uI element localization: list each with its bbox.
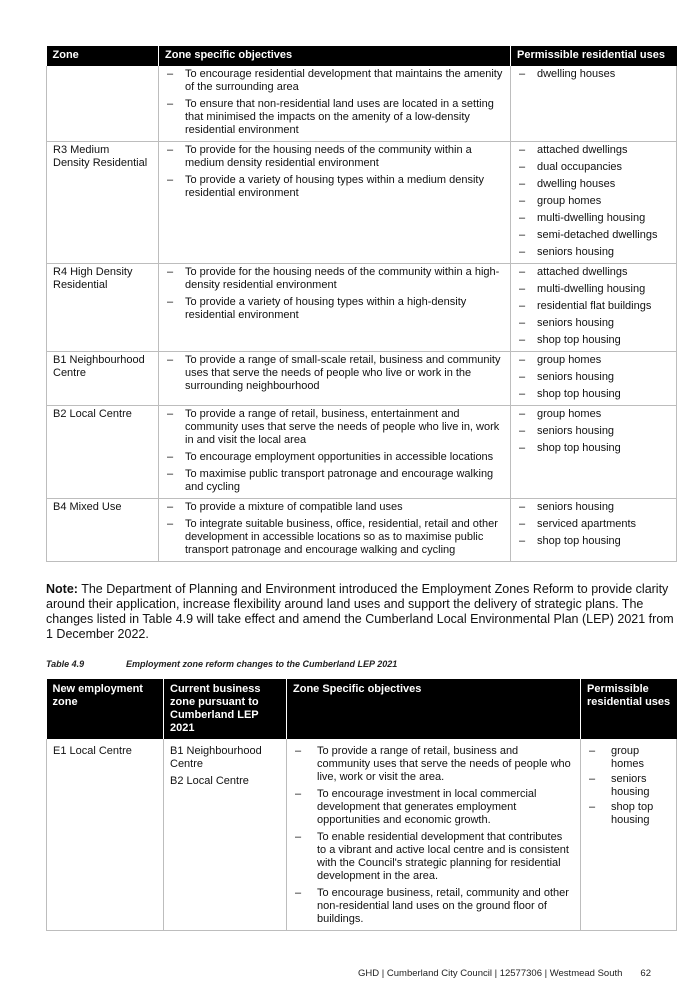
column-header-objectives: Zone Specific objectives: [287, 679, 581, 739]
column-header-zone: Zone: [47, 46, 159, 66]
uses-cell: [511, 499, 677, 562]
objective-item: – To ensure that non-residential land uses are located in a setting that minimised the impacts on the amenity of a low-density residential environment: [165, 98, 504, 137]
objective-item: – To maximise public transport patronage and encourage walking and cycling: [165, 468, 504, 494]
use-item-list: [517, 354, 670, 401]
uses-cell: [511, 352, 677, 406]
zone-cell: [47, 264, 159, 352]
use-item: – seniors housing: [517, 317, 670, 330]
note-paragraph: [46, 582, 678, 642]
use-item: – group homes: [517, 195, 670, 208]
objectives-cell: [287, 739, 581, 931]
zone-name-line: B4 Mixed Use: [53, 501, 122, 513]
uses-cell: [511, 264, 677, 352]
table-body: [47, 739, 677, 931]
objective-item: – To provide a mixture of compatible land uses: [165, 501, 504, 514]
caption-number: Table 4.9: [46, 659, 85, 669]
column-header-uses: Permissible residential uses: [511, 46, 677, 66]
objective-item: – To encourage employment opportunities in accessible locations: [165, 451, 504, 464]
objective-item-list: [165, 144, 504, 200]
page-number: 62: [640, 968, 651, 979]
column-header-current-zone: Current business zone pursuant to Cumberland LEP 2021: [164, 679, 287, 739]
use-item: – shop top housing: [587, 801, 670, 827]
objective-item: – To encourage investment in local commercial development that generates employment opportunities and economic growth.: [293, 788, 574, 827]
column-header-new-zone: New employment zone: [47, 679, 164, 739]
use-item: – attached dwellings: [517, 144, 670, 157]
use-item-list: [517, 408, 670, 455]
use-item: – seniors housing: [517, 425, 670, 438]
zone-cell: [47, 66, 159, 142]
objective-item: – To provide for the housing needs of the community within a high-density residential environment: [165, 266, 504, 292]
use-item: – shop top housing: [517, 388, 670, 401]
use-item: – shop top housing: [517, 535, 670, 548]
zone-cell: [47, 352, 159, 406]
table-row: [47, 264, 677, 352]
objective-item: – To provide a range of retail, business and community uses that serve the needs of people who live, work or visit the area.: [293, 745, 574, 784]
table-row: [47, 499, 677, 562]
use-item: – multi-dwelling housing: [517, 212, 670, 225]
objective-item-list: [165, 354, 504, 393]
table-body: [47, 66, 677, 562]
objective-item-list: [165, 408, 504, 494]
table-header-row: [47, 46, 677, 66]
use-item: – shop top housing: [517, 442, 670, 455]
use-item: – semi-detached dwellings: [517, 229, 670, 242]
objectives-cell: [159, 264, 511, 352]
zone-cell: [47, 499, 159, 562]
objectives-cell: [159, 142, 511, 264]
zone-cell: [47, 142, 159, 264]
use-item-list: [517, 68, 670, 81]
uses-cell: [511, 406, 677, 499]
zone-objectives-table: [46, 46, 677, 562]
uses-cell: [511, 66, 677, 142]
objectives-cell: [159, 406, 511, 499]
zone-name-line: Centre: [53, 367, 87, 379]
zone-cell: [47, 406, 159, 499]
use-item: – seniors housing: [587, 773, 670, 799]
zone-name-line: Density Residential: [53, 157, 148, 169]
page-footer: [358, 968, 651, 979]
objective-item: – To encourage business, retail, community and other non-residential land uses on the ground floor of buildings.: [293, 887, 574, 926]
column-header-objectives: Zone specific objectives: [159, 46, 511, 66]
zone-name-line: B2 Local Centre: [53, 408, 132, 420]
objectives-cell: [159, 66, 511, 142]
use-item: – group homes: [587, 745, 670, 771]
objective-item: – To provide a range of small-scale retail, business and community uses that serve the needs of people who live or work in the surrounding neighbourhood: [165, 354, 504, 393]
uses-cell: [581, 739, 677, 931]
zone-name-line: R3 Medium: [53, 144, 110, 156]
use-item: – seniors housing: [517, 371, 670, 384]
use-item-list: [517, 501, 670, 548]
table-row: [47, 352, 677, 406]
use-item: – serviced apartments: [517, 518, 670, 531]
zone-name-line: R4 High Density: [53, 266, 133, 278]
use-item: – shop top housing: [517, 334, 670, 347]
use-item: – group homes: [517, 408, 670, 421]
objective-item-list: [165, 266, 504, 322]
use-item: – dual occupancies: [517, 161, 670, 174]
use-item: – dwelling houses: [517, 68, 670, 81]
use-item: – seniors housing: [517, 501, 670, 514]
objective-item-list: [293, 745, 574, 926]
objective-item: – To integrate suitable business, office, residential, retail and other development in accessible locations so as to maximise public transport patronage and encourage walking and cycling: [165, 518, 504, 557]
use-item: – residential flat buildings: [517, 300, 670, 313]
objective-item: – To provide a range of retail, business, entertainment and community uses that serve the needs of people who live in, work in and visit the local area: [165, 408, 504, 447]
caption-title: Employment zone reform changes to the Cumberland LEP 2021: [126, 659, 398, 669]
use-item: – seniors housing: [517, 246, 670, 259]
objective-item-list: [165, 501, 504, 557]
use-item: – multi-dwelling housing: [517, 283, 670, 296]
use-item-list: [587, 745, 670, 827]
use-item-list: [517, 266, 670, 347]
table-row: [47, 142, 677, 264]
new-zone-cell: E1 Local Centre: [47, 739, 164, 931]
objectives-cell: [159, 352, 511, 406]
zone-name-line: B1 Neighbourhood: [53, 354, 145, 366]
use-item: – attached dwellings: [517, 266, 670, 279]
use-item: – group homes: [517, 354, 670, 367]
zone-name-line: Residential: [53, 279, 108, 291]
current-zone-name: B2 Local Centre: [170, 775, 249, 787]
objectives-cell: [159, 499, 511, 562]
objective-item: – To provide a variety of housing types within a high-density residential environment: [165, 296, 504, 322]
current-zone-name: B1 Neighbourhood Centre: [170, 745, 262, 770]
table-row: [47, 66, 677, 142]
employment-zone-reform-table: [46, 679, 677, 931]
table-row: [47, 739, 677, 931]
objective-item-list: [165, 68, 504, 137]
use-item-list: [517, 144, 670, 259]
objective-item: – To provide for the housing needs of the community within a medium density residential environment: [165, 144, 504, 170]
column-header-uses: Permissible residential uses: [581, 679, 677, 739]
note-text: The Department of Planning and Environment introduced the Employment Zones Reform to provide clarity around their application, increase flexibility around land uses and support the delivery of strategic plans. The changes listed in Table 4.9 will take effect and amend the Cumberland Local Environmental Plan (LEP) 2021 from 1 December 2022.: [46, 582, 674, 641]
use-item: – dwelling houses: [517, 178, 670, 191]
footer-text: GHD | Cumberland City Council | 12577306 | Westmead South: [358, 968, 623, 979]
objective-item: – To enable residential development that contributes to a vibrant and active local centre and is consistent with the Council's strategic planning for residential development in the area.: [293, 831, 574, 883]
table-row: [47, 406, 677, 499]
objective-item: – To encourage residential development that maintains the amenity of the surrounding area: [165, 68, 504, 94]
table-caption: [46, 659, 397, 669]
current-zone-cell: [164, 739, 287, 931]
objective-item: – To provide a variety of housing types within a medium density residential environment: [165, 174, 504, 200]
note-label: Note:: [46, 582, 78, 596]
table-header-row: [47, 679, 677, 739]
uses-cell: [511, 142, 677, 264]
